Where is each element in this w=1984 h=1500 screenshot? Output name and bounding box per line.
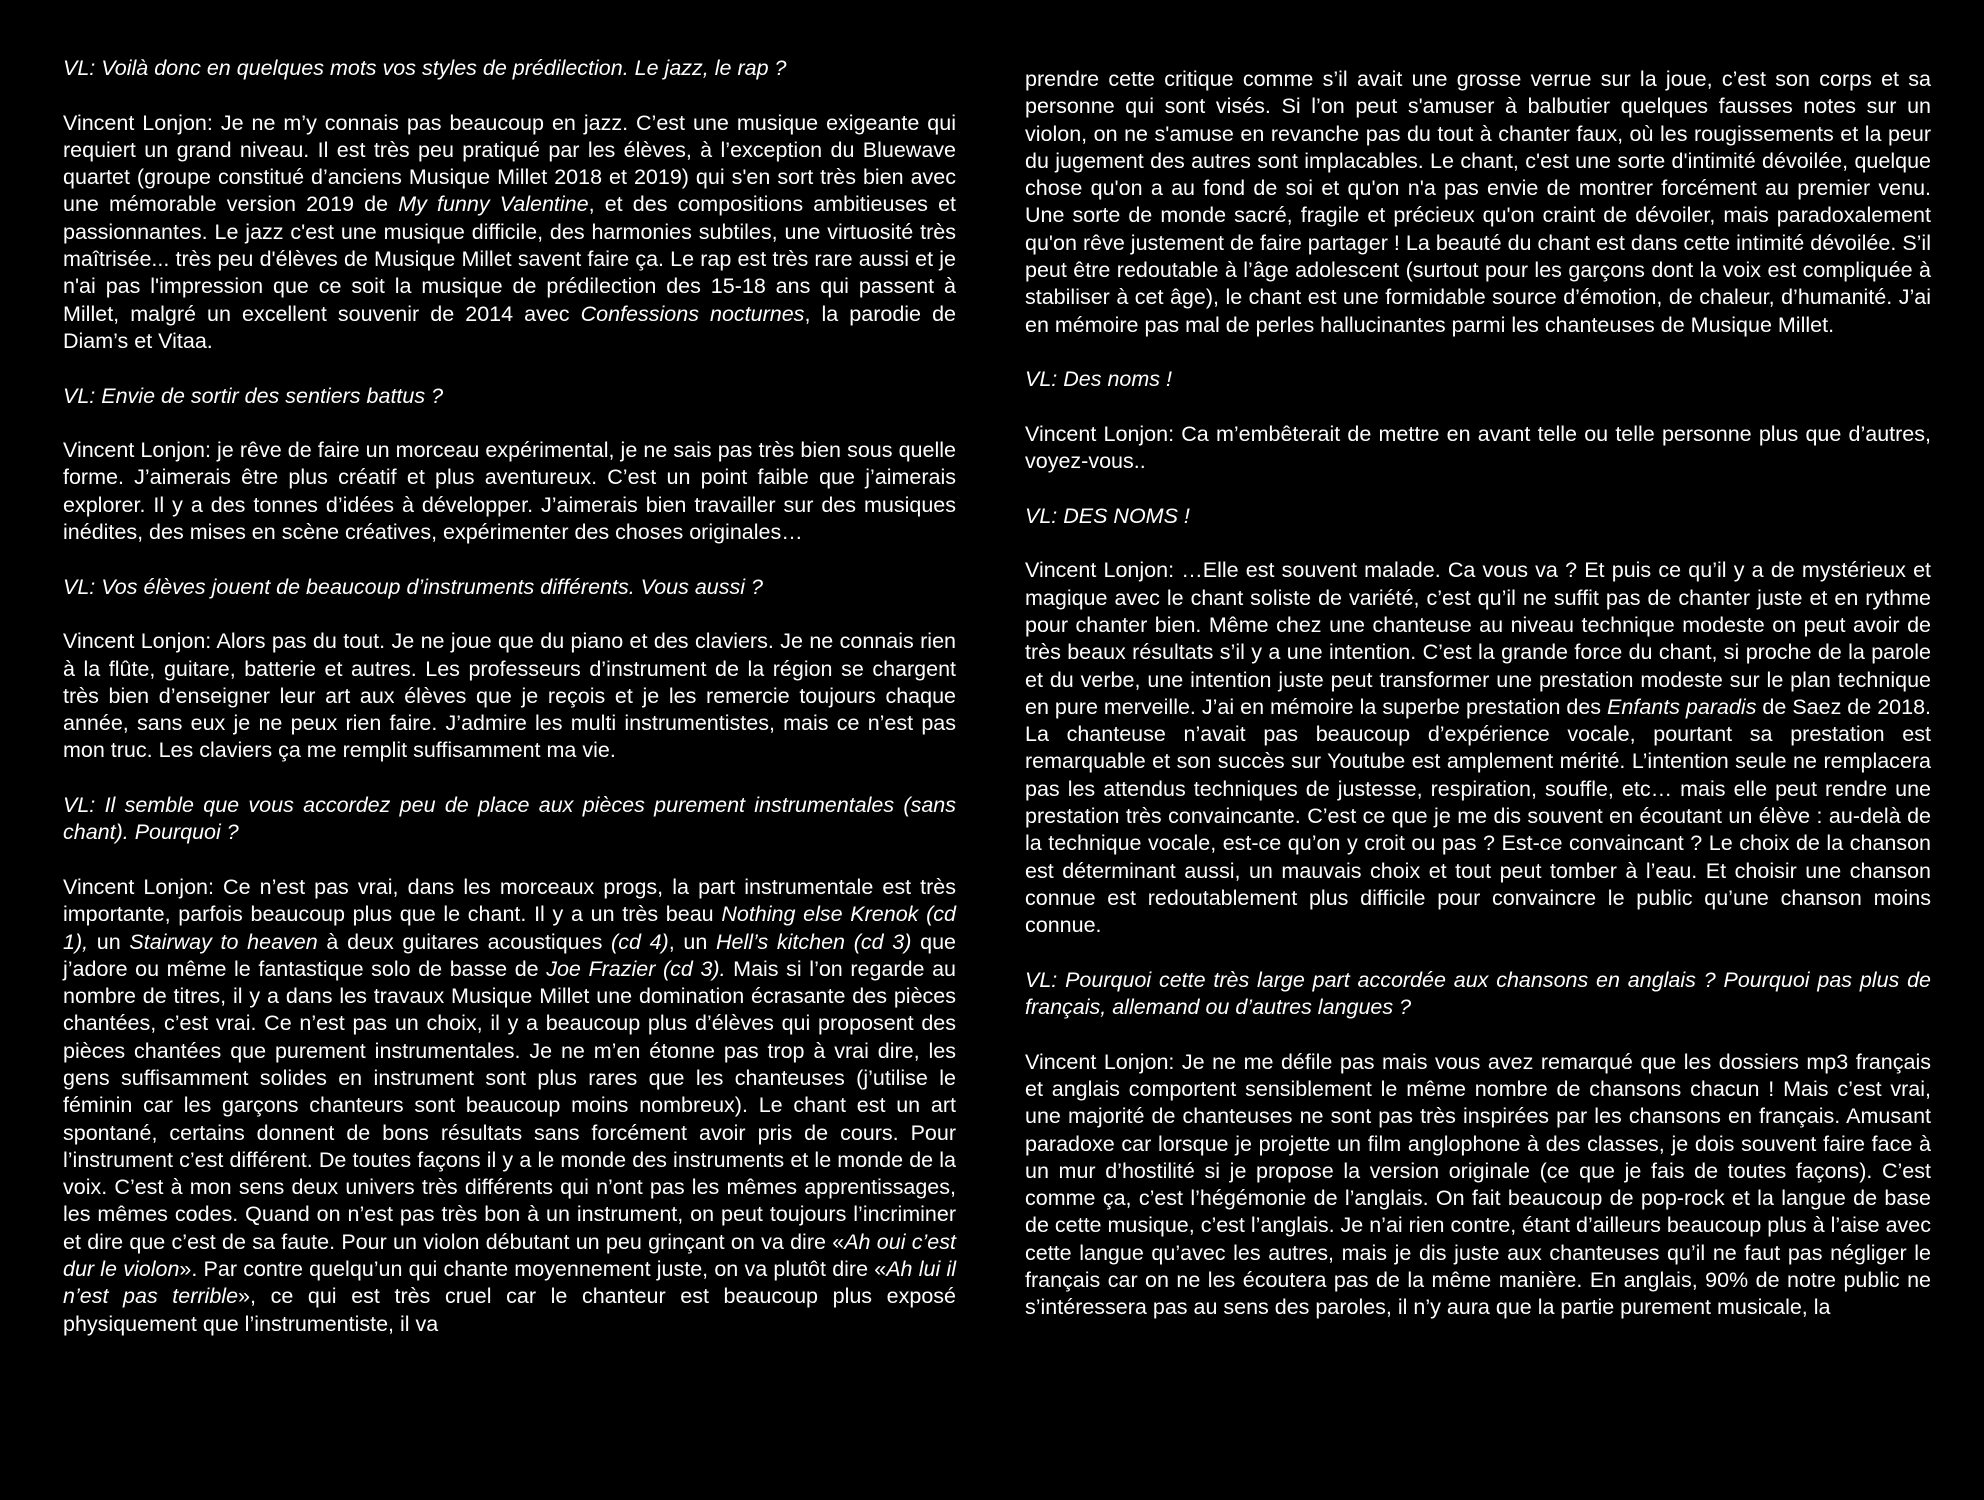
italic-title: Ah oui c’est dur le violon — [63, 1229, 956, 1282]
text-run: VL: Des noms ! — [1025, 367, 1172, 392]
interview-question — [1025, 503, 1931, 530]
interview-question — [63, 574, 956, 601]
text-run: Mais si l’on regarde au nombre de titres, il y a dans les travaux Musique Millet une domination écrasante des pièces chantées, c’est vrai. Ce n’est pas un choix, il y a beaucoup plus d’élèves qui proposent des pièces chantées que purement instrumentales. Je ne m’en étonne pas trop à vrai dire, les gens suffisamment solides en instrument sont plus rares que les chanteuses (j’utilise le féminin car les garçons chanteurs sont beaucoup moins nombreux). Le chant est un art spontané, certains donnent de bons résultats sans forcément avoir pris de cours. Pour l’instrument c’est différent. De toutes façons il y a le monde des instruments et le monde de la voix. C’est à mon sens deux univers très différents qui n’ont pas les mêmes apprentissages, les mêmes codes. Quand on n’est pas très bon à un instrument, on peut toujours l’incriminer et dire que c’est de sa faute. Pour un violon débutant un peu grinçant on va dire « — [63, 956, 956, 1254]
italic-title: Confessions nocturnes — [580, 301, 805, 326]
text-run: VL: Voilà donc en quelques mots vos styles de prédilection. Le jazz, le rap ? — [63, 56, 787, 80]
italic-title: Hell’s kitchen (cd 3) — [716, 929, 912, 954]
interview-answer — [1025, 421, 1931, 476]
interview-question — [63, 55, 956, 82]
italic-title: Ah lui il n’est pas terrible — [63, 1257, 956, 1309]
text-run: un — [88, 929, 130, 954]
text-run: Vincent Lonjon: …Elle est souvent malade. Ca vous va ? Et puis ce qu’il y a de mystérieux et magique avec le chant soliste de variété, c’est qu’il ne suffit pas de chanter juste et en rythme pour chanter bien. Même chez une chanteuse au niveau technique modeste on peut avoir de très beaux résultats s’il y a une intention. C’est la grande force du chant, si proche de la parole et du verbe, une intention juste peut transformer une prestation modeste sur le plan technique en pure merveille. J’ai en mémoire la superbe prestation des — [1025, 558, 1931, 719]
italic-title: Joe Frazier (cd 3). — [546, 956, 726, 981]
text-run: ». Par contre quelqu’un qui chante moyennement juste, on va plutôt dire « — [179, 1257, 887, 1282]
right-column — [1025, 0, 1931, 1500]
interview-answer — [1025, 557, 1931, 939]
italic-title: Stairway to heaven — [129, 929, 318, 954]
text-run: à deux guitares acoustiques — [317, 929, 612, 954]
left-column — [63, 0, 956, 1500]
text-run: Vincent Lonjon: je rêve de faire un morceau expérimental, je ne sais pas très bien sous quelle forme. J’aimerais être plus créatif et plus aventureux. C’est un point faible que j’aimerais explorer. Il y a des tonnes d’idées à développer. J’aimerais bien travailler sur des musiques inédites, des mises en scène créatives, expérimenter des choses originales… — [63, 438, 956, 545]
text-run: Vincent Lonjon: Ca m’embêterait de mettre en avant telle ou telle personne plus que d’autres, voyez-vous.. — [1025, 421, 1931, 474]
text-run: de Saez de 2018. La chanteuse n’avait pas beaucoup d’expérience vocale, pourtant sa prestation est remarquable et son succès sur Youtube est amplement mérité. L’intention seule ne remplacera pas les attendus techniques de justesse, respiration, souffle, etc… mais elle peut rendre une prestation très convaincante. C’est ce que je me dis souvent en écoutant un élève : au-delà de la technique vocale, est-ce qu’on y croit ou pas ? Est-ce convaincant ? Le choix de la chanson est déterminant aussi, un mauvais choix et tout peut tomber à l’eau. Et choisir une chanson connue est redoutablement plus difficile pour convaincre le public qu’une chanson moins connue. — [1025, 694, 1931, 938]
interview-answer — [1025, 1049, 1931, 1322]
text-run: , un — [668, 929, 717, 954]
interview-answer — [63, 110, 956, 356]
text-run: , et des compositions ambitieuses et passionnantes. Le jazz c'est une musique difficile, des harmonies subtiles, une virtuosité très maîtrisée... très peu d'élèves de Musique Millet savent faire ça. Le rap est très rare aussi et je n'ai pas l'impression que ce soit la musique de prédilection des 15-18 ans qui passent à Millet, malgré un excellent souvenir de 2014 avec — [63, 192, 957, 326]
interview-answer — [1025, 66, 1931, 339]
italic-title: Enfants paradis — [1607, 694, 1757, 719]
interview-question — [1025, 967, 1931, 1022]
text-run: Vincent Lonjon: Alors pas du tout. Je ne joue que du piano et des claviers. Je ne connais rien à la flûte, guitare, batterie et autres. Les professeurs d’instrument de la région se chargent très bien d’enseigner leur art aux élèves que je reçois et je les remercie toujours chaque année, sans eux je ne peux rien faire. J’admire les multi instrumentistes, mais ce n’est pas mon truc. Les claviers ça me remplit suffisamment ma vie. — [63, 629, 956, 763]
text-run: VL: Vos élèves jouent de beaucoup d’instruments différents. Vous aussi ? — [63, 574, 763, 599]
interview-question — [1025, 366, 1931, 393]
interview-question — [63, 383, 956, 410]
interview-answer — [63, 874, 956, 1338]
text-run: VL: Il semble que vous accordez peu de place aux pièces purement instrumentales (sans chant). Pourquoi ? — [63, 793, 956, 845]
text-run: Vincent Lonjon: Ce n’est pas vrai, dans les morceaux progs, la part instrumentale est très importante, parfois beaucoup plus que le chant. Il y a un très beau — [63, 874, 956, 927]
text-run: VL: DES NOMS ! — [1025, 503, 1190, 528]
interview-answer — [63, 437, 956, 546]
italic-title: Nothing else Krenok (cd 1), — [63, 902, 956, 954]
interview-answer — [63, 628, 956, 764]
text-run: Vincent Lonjon: Je ne m’y connais pas beaucoup en jazz. C’est une musique exigeante qui requiert un grand niveau. Il est très peu pratiqué par les élèves, à l’exception du Bluewave quartet (groupe constitué d’anciens Musique Millet 2018 et 2019) qui s'en sort très bien avec une mémorable version 2019 de — [63, 110, 956, 217]
text-run: prendre cette critique comme s’il avait une grosse verrue sur la joue, c’est son corps et sa personne qui sont visés. Si l’on peut s'amuser à balbutier quelques fausses notes sur un violon, on ne s'amuse en revanche pas du tout à chanter faux, où les rougissements et la peur du jugement des autres sont implacables. Le chant, c'est une sorte d'intimité dévoilée, quelque chose qu'on a au fond de soi et qu'on n'a pas envie de montrer forcément au premier venu. Une sorte de monde sacré, fragile et précieux qu'on craint de dévoiler, mais paradoxalement qu'on rêve justement de faire partager ! La beauté du chant est dans cette intimité dévoilée. S’il peut être redoutable à l’âge adolescent (surtout pour les garçons dont la voix est compliquée à stabiliser à cet âge), le chant est une formidable source d’émotion, de chaleur, d’humanité. J’ai en mémoire pas mal de perles hallucinantes parmi les chanteuses de Musique Millet. — [1025, 67, 1931, 337]
italic-title: (cd 4) — [611, 929, 669, 954]
interview-question — [63, 792, 956, 847]
text-run: que j’adore ou même le fantastique solo de basse de — [63, 929, 956, 981]
text-run: , la parodie de Diam’s et Vitaa. — [63, 301, 956, 353]
text-run: VL: Envie de sortir des sentiers battus ? — [63, 383, 444, 408]
italic-title: My funny Valentine — [398, 192, 589, 217]
text-run: », ce qui est très cruel car le chanteur est beaucoup plus exposé physiquement que l’instrumentiste, il va — [63, 1284, 956, 1336]
text-run: Vincent Lonjon: Je ne me défile pas mais vous avez remarqué que les dossiers mp3 français et anglais comportent sensiblement le même nombre de chansons chacun ! Mais c’est vrai, une majorité de chanteuses ne sont pas très inspirées par les chansons en français. Amusant paradoxe car lorsque je projette un film anglophone à des classes, je dois souvent faire face à un mur d’hostilité si je propose la version originale (ce que je fais de toutes façons). C’est comme ça, c’est l’hégémonie de l’anglais. On fait beaucoup de pop-rock et la langue de base de cette musique, c’est l’anglais. Je n’ai rien contre, étant d’ailleurs beaucoup plus à l’aise avec cette langue qu’avec les autres, mais je dis juste aux chanteuses qu’il ne faut pas négliger le français car on ne les écoutera pas de la même manière. En anglais, 90% de notre public ne s’intéressera pas au sens des paroles, il n’y aura que la partie purement musicale, la — [1025, 1049, 1931, 1320]
text-run: VL: Pourquoi cette très large part accordée aux chansons en anglais ? Pourquoi pas plus de français, allemand ou d’autres langues ? — [1025, 967, 1931, 1020]
